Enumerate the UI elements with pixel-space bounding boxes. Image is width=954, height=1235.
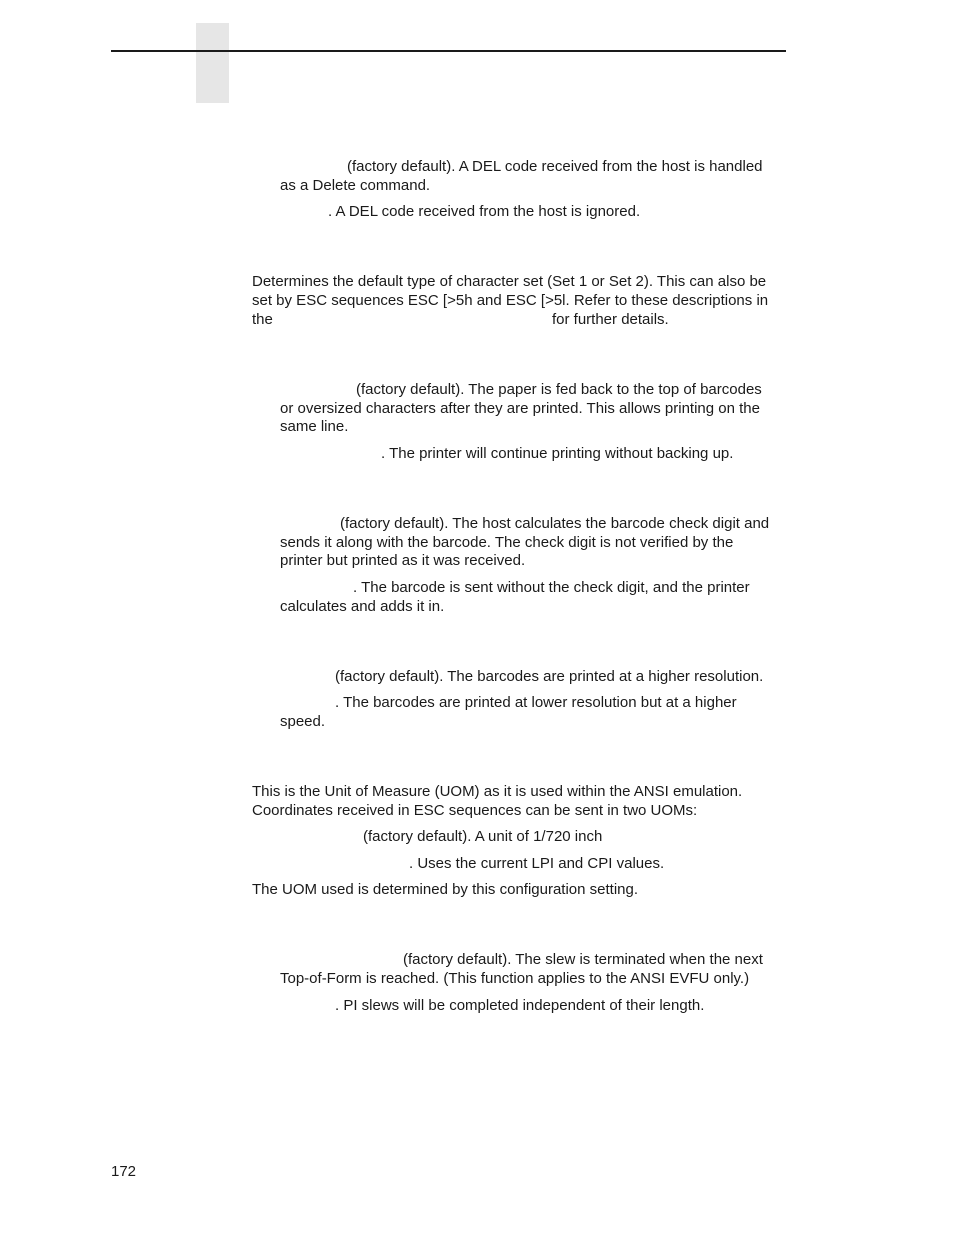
del-code-line-1: (factory default). A DEL code received from the host is handled [347, 158, 763, 175]
backup-line-1: (factory default). The paper is fed back to the top of barcodes [356, 381, 762, 398]
chapter-tab [196, 23, 229, 103]
check-digit-line-3: printer but printed as it was received. [280, 552, 526, 569]
backup-line-2: or oversized characters after they are printed. This allows printing on the [280, 400, 760, 417]
resolution-line-3: speed. [280, 713, 326, 730]
slew-line-2: Top-of-Form is reached. (This function applies to the ANSI EVFU only.) [280, 970, 750, 987]
uom-line-2: Coordinates received in ESC sequences can be sent in two UOMs: [252, 802, 698, 819]
header-rule [111, 50, 786, 52]
slew-line-1: (factory default). The slew is terminated when the next [403, 951, 763, 968]
charset-line-2: set by ESC sequences ESC [>5h and ESC [>5l. Refer to these descriptions in [252, 292, 769, 309]
slew-line-3: . PI slews will be completed independent of their length. [335, 997, 705, 1014]
charset-line-1: Determines the default type of character set (Set 1 or Set 2). This can also be [252, 273, 767, 290]
uom-line-3: (factory default). A unit of 1/720 inch [363, 828, 603, 845]
charset-line-3b: for further details. [552, 311, 669, 328]
check-digit-line-1: (factory default). The host calculates the barcode check digit and [340, 515, 770, 532]
backup-line-3: same line. [280, 418, 349, 435]
uom-line-4: . Uses the current LPI and CPI values. [409, 855, 665, 872]
resolution-line-1: (factory default). The barcodes are printed at a higher resolution. [335, 668, 764, 685]
del-code-line-2: as a Delete command. [280, 177, 431, 194]
del-code-line-3: . A DEL code received from the host is ignored. [328, 203, 641, 220]
check-digit-line-2: sends it along with the barcode. The check digit is not verified by the [280, 534, 734, 551]
check-digit-line-5: calculates and adds it in. [280, 598, 445, 615]
charset-line-3a: the [252, 311, 273, 328]
resolution-line-2: . The barcodes are printed at lower resolution but at a higher [335, 694, 737, 711]
check-digit-line-4: . The barcode is sent without the check digit, and the printer [353, 579, 750, 596]
uom-line-5: The UOM used is determined by this configuration setting. [252, 881, 639, 898]
uom-line-1: This is the Unit of Measure (UOM) as it is used within the ANSI emulation. [252, 783, 743, 800]
page-number: 172 [111, 1163, 137, 1180]
backup-line-4: . The printer will continue printing without backing up. [381, 445, 734, 462]
